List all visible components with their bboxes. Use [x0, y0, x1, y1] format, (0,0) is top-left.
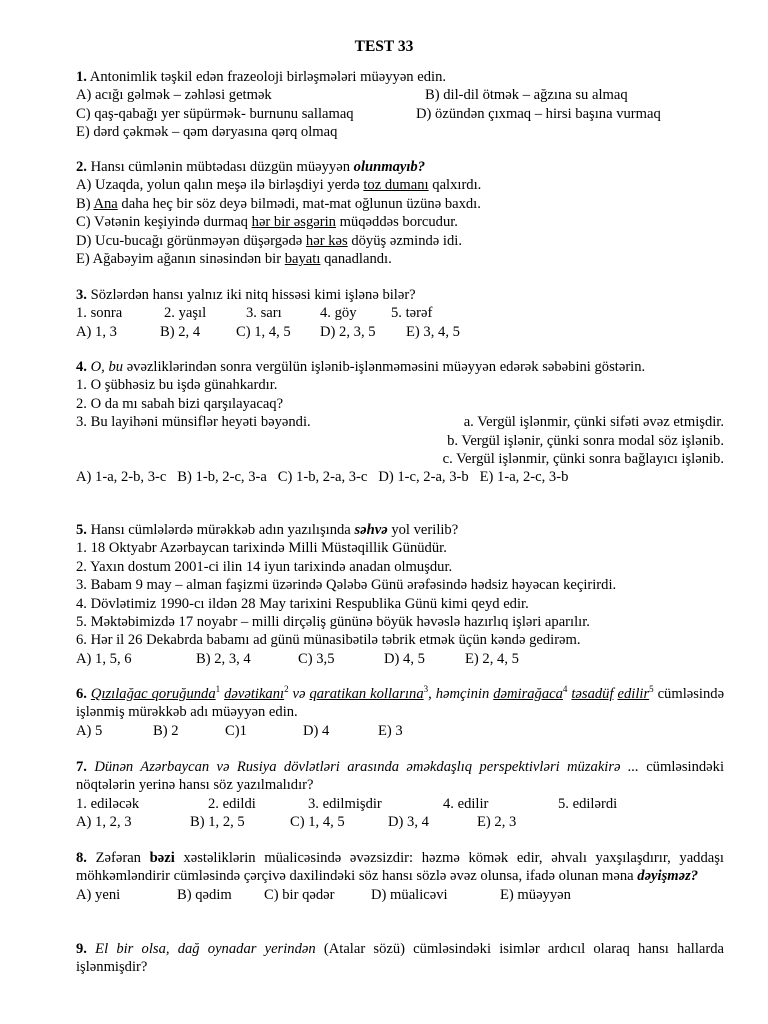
option-e[interactable]: E) 3, 4, 5 [406, 323, 460, 340]
option-b[interactable]: B) qədim [177, 886, 232, 903]
option-e[interactable]: E) müəyyən [500, 886, 571, 903]
question-text: cümləsində işlənmiş mürəkkəb adı müəyyən edin. [76, 686, 725, 721]
question-5-stem: 5. Hansı cümlələrdə mürəkkəb adın yazılışında səhvə yol verilib? [76, 522, 459, 538]
option-row [76, 886, 724, 904]
option-b[interactable]: B) Ana daha heç bir söz deyə bilmədi, mat-mat oğlunun üzünə baxdı. [76, 195, 481, 212]
option-row [76, 813, 724, 831]
sentence-item: 4. Dövlətimiz 1990-cı ildən 28 May tarixini Respublika Günü kimi qeyd edir. [76, 595, 529, 612]
word-list [76, 795, 724, 813]
question-3 [76, 286, 724, 341]
question-text: Hansı cümlələrdə mürəkkəb adın yazılışında [90, 522, 351, 538]
question-2 [76, 158, 724, 268]
option-e[interactable]: E) dərd çəkmək – qəm dəryasına qərq olmaq [76, 124, 338, 141]
question-2-stem [76, 158, 724, 176]
framed-word: bəzi [149, 850, 175, 866]
question-4 [76, 358, 724, 487]
question-3-stem [76, 286, 724, 304]
question-emphasis: Dünən Azərbaycan və Rusiya dövlətləri arasında əməkdaşlıq perspektivləri müzakirə ... [94, 759, 639, 775]
question-text: Hansı cümlənin mübtədası düzgün müəyyən [90, 159, 350, 175]
question-text: (Atalar sözü) cümləsindəki isimlər ardıcıl olaraq hansı hallarda işlənmişdir? [76, 941, 725, 976]
option-a[interactable]: A) 5 [76, 722, 103, 739]
option-e[interactable]: E) 2, 3 [477, 814, 517, 831]
sentence-item: 3. Babam 9 may – alman faşizmi üzərində Qələbə Günü ərəfəsində hədsiz həyəcan keçirirdi. [76, 577, 617, 594]
option-c[interactable]: C) qaş-qabağı yer süpürmək- burnunu sallamaq [76, 105, 354, 122]
option-b[interactable]: B) dil-dil ötmək – ağzına su almaq [425, 87, 628, 104]
sentence-row [76, 413, 724, 431]
question-emphasis: səhvə [354, 522, 388, 538]
question-7-stem [76, 758, 724, 795]
option-a[interactable]: A) Uzaqda, yolun qalın meşə ilə birləşdiyi yerdə toz dumanı qalxırdı. [76, 177, 482, 194]
option-a[interactable]: A) 1, 5, 6 [76, 650, 132, 667]
option-c[interactable]: C) 1, 4, 5 [236, 323, 291, 340]
question-8 [76, 849, 724, 904]
reason-item: b. Vergül işlənir, çünki sonra modal söz işlənib. [447, 432, 724, 449]
question-6 [76, 685, 724, 740]
option-row [76, 722, 724, 740]
option-d[interactable]: D) 2, 3, 5 [320, 323, 376, 340]
option-row [76, 650, 724, 668]
question-9 [76, 940, 724, 977]
question-number: 6. [76, 686, 87, 702]
question-number: 7. [76, 759, 87, 775]
question-6-stem: 6. Qızılağac qoruğunda$^1$ dəvətikanı$^2$ və qaratikan kollarına$^3$, həmçinin dəmirağaca$^4$ təsadüf edilir$^5$ cümləsində işlənmiş mürəkkəb adı müəyyən edin. [76, 684, 725, 721]
word-item: 1. sonra [76, 305, 123, 322]
option-c[interactable]: C)1 [225, 722, 247, 739]
sentence-item: 6. Hər il 26 Dekabrda babamı ad günü münasibətilə təbrik etmək üçün kəndə gedirəm. [76, 632, 581, 649]
question-number: 5. [76, 522, 87, 538]
question-7 [76, 758, 724, 832]
option-row [76, 323, 724, 341]
option-b[interactable]: B) 2 [153, 722, 179, 739]
question-text: Antonimlik təşkil edən frazeoloji birləşmələri müəyyən edin. [89, 69, 447, 85]
option-c[interactable]: C) 3,5 [298, 650, 335, 667]
question-5 [76, 521, 724, 668]
question-text: Sözlərdən hansı yalnız iki nitq hissəsi kimi işlənə bilər? [90, 287, 416, 303]
option-e[interactable]: E) Ağabəyim ağanın sinəsindən bir bayatı qanadlandı. [76, 251, 392, 268]
word-item: 3. sarı [246, 305, 282, 322]
word-item: 2. edildi [208, 795, 256, 812]
word-item: 4. edilir [443, 795, 489, 812]
question-1-stem [76, 68, 724, 86]
word-item: 3. edilmişdir [308, 795, 382, 812]
option-row [76, 105, 724, 123]
options-line[interactable]: A) 1-a, 2-b, 3-c B) 1-b, 2-c, 3-a C) 1-b, 2-a, 3-c D) 1-c, 2-a, 3-b E) 1-a, 2-c, 3-b [76, 469, 569, 486]
word-item: 5. edilərdi [558, 795, 618, 812]
question-1 [76, 68, 724, 142]
underlined-word: hər kəs [305, 232, 348, 249]
reason-item: a. Vergül işlənmir, çünki sifəti əvəz etmişdir. [463, 414, 724, 431]
option-a[interactable]: A) 1, 2, 3 [76, 814, 132, 831]
question-9-stem [76, 940, 724, 977]
option-a[interactable]: A) 1, 3 [76, 323, 117, 340]
sentence-item: 1. O şübhəsiz bu işdə günahkardır. [76, 377, 278, 394]
page-title: TEST 33 [354, 38, 414, 55]
sentence-item: 2. Yaxın dostum 2001-ci ilin 14 iyun tarixində anadan olmuşdur. [76, 558, 453, 575]
question-emphasis: O, bu [90, 359, 124, 375]
option-d[interactable]: D) Ucu-bucağı görünməyən düşərgədə hər kəs döyüş əzmində idi. [76, 232, 462, 249]
option-row [76, 86, 724, 104]
option-d[interactable]: D) özündən çıxmaq – hirsi başına vurmaq [416, 105, 661, 122]
sentence-item: 1. 18 Oktyabr Azərbaycan tarixində Milli Müstəqillik Günüdür. [76, 540, 447, 557]
underlined-word: toz dumanı [363, 177, 429, 194]
question-number: 8. [76, 850, 87, 866]
option-b[interactable]: B) 2, 3, 4 [196, 650, 251, 667]
question-number: 4. [76, 359, 87, 375]
option-d[interactable]: D) 3, 4 [388, 814, 429, 831]
question-emphasis: olunmayıb? [353, 159, 426, 175]
question-number: 2. [76, 159, 87, 175]
word-list [76, 304, 724, 322]
word-item: 1. ediləcək [76, 795, 140, 812]
question-number: 9. [76, 941, 87, 957]
word-item: 2. yaşıl [164, 305, 207, 322]
option-b[interactable]: B) 1, 2, 5 [190, 814, 245, 831]
option-e[interactable]: E) 3 [378, 722, 403, 739]
word-item: 5. tərəf [391, 305, 433, 322]
question-emphasis: El bir olsa, dağ oynadar yerindən [95, 941, 316, 957]
question-emphasis: dəyişməz? [637, 868, 699, 885]
question-text: xəstəliklərin müalicəsində əvəzsizdir: həzmə kömək edir, əhvalı yaxşılaşdırır, yaddaşı möhkəmləndirir cümləsində çərçivə daxilindəki söz hansı sözlə əvəz olunsa, ifadə olunan məna [76, 850, 724, 885]
question-text: əvəzliklərindən sonra vergülün işlənib-işlənməməsini müəyyən edərək səbəbini göstərin. [126, 359, 646, 375]
option-c[interactable]: C) Vətənin keşiyində durmaq hər bir əsgərin müqəddəs borcudur. [76, 214, 458, 231]
question-text: cümləsindəki nöqtələrin yerinə hansı söz yazılmalıdır? [76, 759, 725, 794]
option-a[interactable]: A) yeni [76, 886, 121, 903]
question-number: 1. [76, 69, 87, 85]
option-a[interactable]: A) acığı gəlmək – zəhləsi getmək [76, 87, 272, 104]
sentence-item: 2. O da mı sabah bizi qarşılayacaq? [76, 395, 284, 412]
option-d[interactable]: D) 4 [303, 722, 330, 739]
underlined-word: hər bir əsgərin [251, 214, 336, 231]
option-d[interactable]: D) müalicəvi [371, 886, 448, 903]
option-b[interactable]: B) 2, 4 [160, 323, 201, 340]
sentence-item: 5. Məktəbimizdə 17 noyabr – milli dirçəliş gününə böyük həvəslə hazırlıq işləri aparılır. [76, 614, 590, 631]
question-number: 3. [76, 287, 87, 303]
sentence-item: 3. Bu layihəni münsiflər heyəti bəyəndi. [76, 414, 311, 431]
option-c[interactable]: C) bir qədər [264, 886, 335, 903]
question-4-stem [76, 358, 724, 376]
underlined-word: Ana [93, 195, 118, 212]
reason-item: c. Vergül işlənmir, çünki sonra bağlayıcı işlənib. [442, 451, 724, 468]
underlined-word: bayatı [284, 251, 321, 268]
question-8-stem: 8. Zəfəran bəzi xəstəliklərin müalicəsində əvəzsizdir: həzmə kömək edir, əhvalı yaxşılaşdırır, yaddaşı möhkəmləndirir cümləsində çərçivə daxilindəki söz hansı sözlə əvəz olunsa, ifadə olunan məna dəyişməz? [76, 850, 724, 885]
option-c[interactable]: C) 1, 4, 5 [290, 814, 345, 831]
option-d[interactable]: D) 4, 5 [384, 650, 425, 667]
word-item: 4. göy [320, 305, 357, 322]
option-e[interactable]: E) 2, 4, 5 [465, 650, 519, 667]
